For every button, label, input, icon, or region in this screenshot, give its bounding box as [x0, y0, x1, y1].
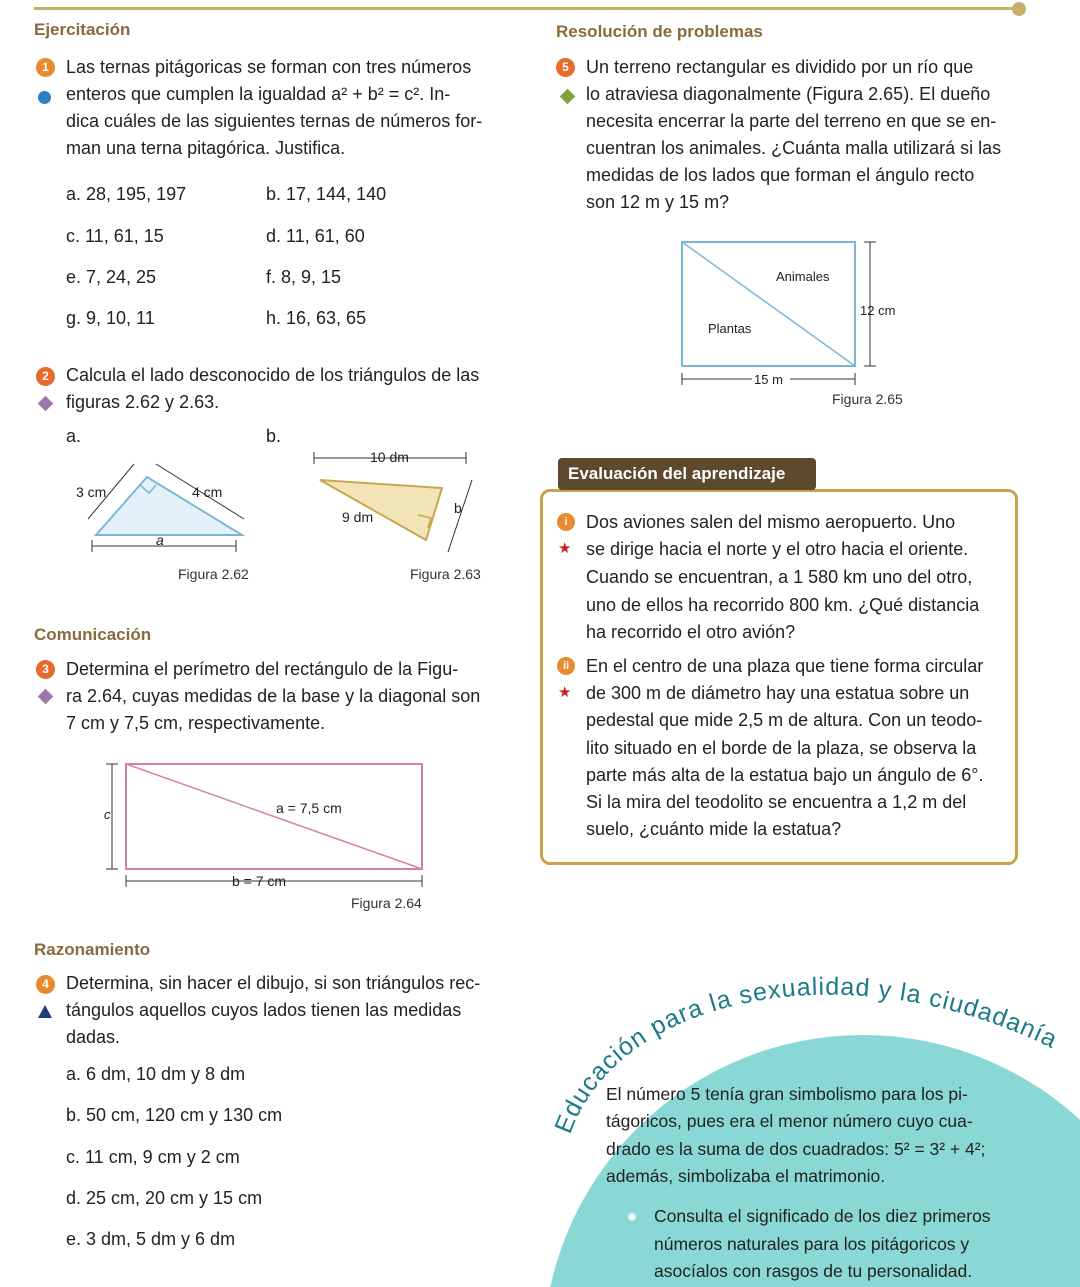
edu-task-line-1: Consulta el significado de los diez primeros: [654, 1206, 991, 1226]
edu-line-3: drado es la suma de dos cuadrados: 5² = 3² + 4²;: [606, 1139, 986, 1159]
q4-item-a: a. 6 dm, 10 dm y 8 dm: [66, 1064, 246, 1084]
q1-line-2: enteros que cumplen la igualdad a² + b² = c². In-: [66, 84, 451, 104]
q3-line-3: 7 cm y 7,5 cm, respectivamente.: [66, 713, 326, 733]
difficulty-star-icon: ★: [558, 684, 572, 701]
caption-fig-2-65: Figura 2.65: [832, 391, 903, 407]
educacion-title: Educación para la sexualidad y la ciudadanía: [549, 972, 1063, 1138]
fig62-base: a: [156, 532, 164, 548]
evaluation-title: Evaluación del aprendizaje: [558, 458, 816, 490]
q5-line-2: lo atraviesa diagonalmente (Figura 2.65). El dueño: [586, 84, 991, 104]
fig63-side: 9 dm: [342, 509, 374, 525]
question-number-2: 2: [36, 367, 55, 386]
edu-line-4: además, simbolizaba el matrimonio.: [606, 1166, 886, 1186]
caption-fig-2-62: Figura 2.62: [178, 566, 249, 582]
eval-i-line-3: Cuando se encuentran, a 1 580 km uno del otro,: [586, 567, 973, 587]
q5-line-1: Un terreno rectangular es dividido por un río que: [586, 57, 974, 77]
q2-line-2: figuras 2.62 y 2.63.: [66, 392, 220, 412]
section-comunicacion: Comunicación: [34, 625, 152, 644]
question-number-4: 4: [36, 975, 55, 994]
eval-ii-line-5: parte más alta de la estatua bajo un ángulo de 6°.: [586, 765, 984, 785]
q5-line-5: medidas de los lados que forman el ángulo recto: [586, 165, 975, 185]
question-number-1: 1: [36, 58, 55, 77]
edu-task-line-3: asocíalos con rasgos de tu personalidad.: [654, 1261, 973, 1281]
eval-i-line-1: Dos aviones salen del mismo aeropuerto. Uno: [586, 512, 956, 532]
q2-line-1: Calcula el lado desconocido de los triángulos de las: [66, 365, 480, 385]
q1-item-a: a. 28, 195, 197: [66, 184, 187, 204]
fig63-top: 10 dm: [370, 449, 409, 465]
difficulty-diamond-icon: [38, 396, 54, 412]
section-razonamiento: Razonamiento: [34, 940, 151, 959]
q1-item-c: c. 11, 61, 15: [66, 226, 164, 246]
question-number-5: 5: [556, 58, 575, 77]
section-ejercitacion: Ejercitación: [34, 20, 131, 39]
caption-fig-2-63: Figura 2.63: [410, 566, 481, 582]
triangle-2-63: [320, 480, 442, 540]
edu-task-line-2: números naturales para los pitágoricos y: [654, 1234, 970, 1254]
q1-item-d: d. 11, 61, 60: [266, 226, 365, 246]
q1-line-3: dica cuáles de las siguientes ternas de números for-: [66, 111, 483, 131]
eval-ii-line-3: pedestal que mide 2,5 m de altura. Con un teodo-: [586, 710, 983, 730]
q5-line-3: necesita encerrar la parte del terreno en que se en-: [586, 111, 997, 131]
fig62-side2: 4 cm: [192, 484, 223, 500]
q5-line-4: cuentran los animales. ¿Cuánta malla utilizará si las: [586, 138, 1002, 158]
section-resolucion: Resolución de problemas: [556, 22, 763, 41]
eval-i-line-4: uno de ellos ha recorrido 800 km. ¿Qué distancia: [586, 595, 980, 615]
q4-line-3: dadas.: [66, 1027, 121, 1047]
q5-line-6: son 12 m y 15 m?: [586, 192, 730, 212]
q1-line-4: man una terna pitagórica. Justifica.: [66, 138, 346, 158]
fig64-side: c: [104, 807, 111, 822]
q4-item-c: c. 11 cm, 9 cm y 2 cm: [66, 1147, 240, 1167]
q3-line-2: ra 2.64, cuyas medidas de la base y la diagonal son: [66, 686, 481, 706]
q1-item-g: g. 9, 10, 11: [66, 308, 155, 328]
figure-2-64: [100, 755, 440, 895]
fig62-side1: 3 cm: [76, 484, 107, 500]
eval-i-line-2: se dirige hacia el norte y el otro hacia el oriente.: [586, 539, 969, 559]
q1-item-f: f. 8, 9, 15: [266, 267, 342, 287]
figure-2-65: [672, 236, 912, 388]
difficulty-diamond-icon: [560, 89, 576, 105]
eval-ii-line-7: suelo, ¿cuánto mide la estatua?: [586, 819, 842, 839]
eval-ii-line-6: Si la mira del teodolito se encuentra a 1,2 m del: [586, 792, 967, 812]
fig65-animals: Animales: [776, 269, 830, 284]
difficulty-diamond-icon: [38, 689, 54, 705]
eval-number-i: i: [557, 513, 575, 531]
q4-line-2: tángulos aquellos cuyos lados tienen las medidas: [66, 1000, 462, 1020]
top-rule: [34, 7, 1018, 10]
edu-line-1: El número 5 tenía gran simbolismo para los pi-: [606, 1084, 968, 1104]
edu-line-2: tágoricos, pues era el menor número cuyo cua-: [606, 1111, 973, 1131]
top-rule-dot: [1012, 2, 1026, 16]
difficulty-star-icon: ★: [558, 540, 572, 557]
eval-ii-line-1: En el centro de una plaza que tiene forma circular: [586, 656, 984, 676]
eval-ii-line-2: de 300 m de diámetro hay una estatua sobre un: [586, 683, 970, 703]
q4-item-b: b. 50 cm, 120 cm y 130 cm: [66, 1105, 283, 1125]
figure-2-62: [70, 442, 270, 562]
q2-label-b: b.: [266, 426, 282, 446]
question-number-3: 3: [36, 660, 55, 679]
q1-item-e: e. 7, 24, 25: [66, 267, 157, 287]
bullet-dot: [628, 1213, 636, 1221]
difficulty-circle-icon: [38, 91, 51, 104]
fig63-unknown: b: [454, 500, 462, 516]
q2-label-a: a.: [66, 426, 82, 446]
fig65-width: 15 m: [754, 372, 783, 387]
fig65-plants: Plantas: [708, 321, 752, 336]
q1-line-1: Las ternas pitágoricas se forman con tres números: [66, 57, 472, 77]
fig65-height: 12 cm: [860, 303, 896, 318]
q1-item-b: b. 17, 144, 140: [266, 184, 387, 204]
fig64-base: b = 7 cm: [232, 873, 287, 889]
caption-fig-2-64: Figura 2.64: [351, 895, 422, 911]
q1-item-h: h. 16, 63, 65: [266, 308, 367, 328]
dim-line-b: [448, 480, 472, 552]
eval-ii-line-4: lito situado en el borde de la plaza, se observa la: [586, 738, 977, 758]
fig64-diag: a = 7,5 cm: [276, 800, 342, 816]
eval-i-line-5: ha recorrido el otro avión?: [586, 622, 796, 642]
difficulty-triangle-icon: [38, 1005, 52, 1018]
q3-line-1: Determina el perímetro del rectángulo de la Figu-: [66, 659, 459, 679]
figure-2-63: [300, 440, 500, 560]
eval-number-ii: ii: [557, 657, 575, 675]
q4-item-d: d. 25 cm, 20 cm y 15 cm: [66, 1188, 263, 1208]
q4-line-1: Determina, sin hacer el dibujo, si son triángulos rec-: [66, 973, 481, 993]
q4-item-e: e. 3 dm, 5 dm y 6 dm: [66, 1229, 236, 1249]
